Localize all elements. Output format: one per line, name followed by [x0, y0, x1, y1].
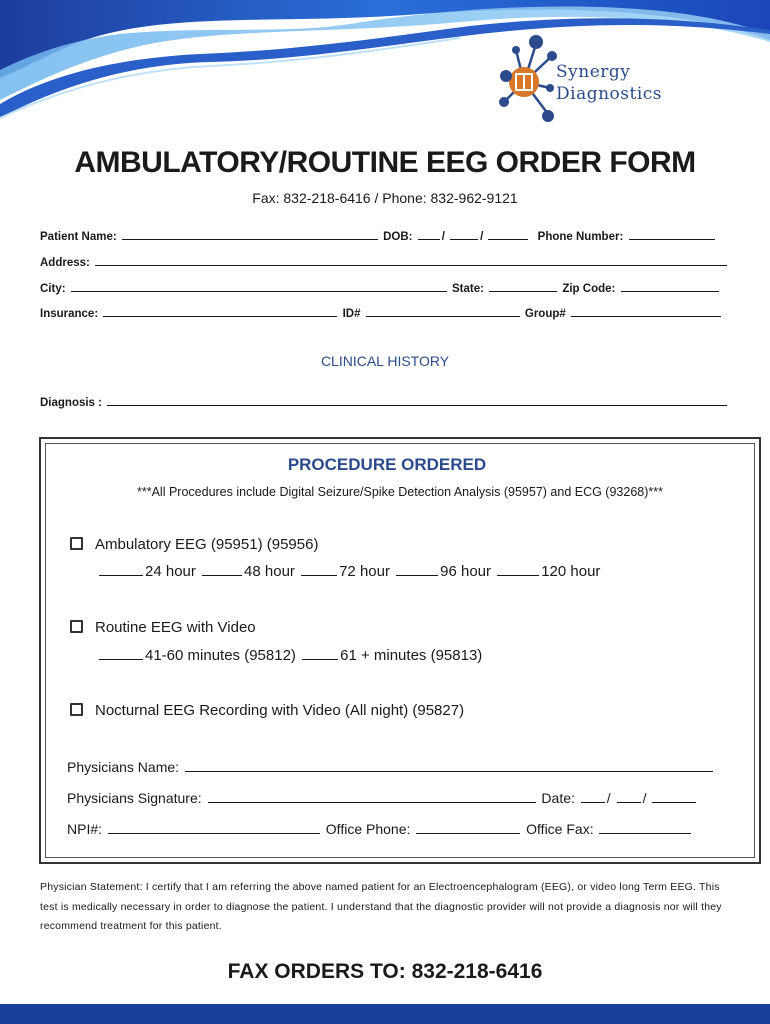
date-label: Date: — [541, 790, 575, 806]
physician-name-row — [67, 759, 715, 775]
state-field[interactable] — [489, 281, 557, 292]
duration-61-plus-label: 61 + minutes (95813) — [340, 647, 483, 664]
zip-code-label: Zip Code: — [562, 283, 616, 295]
insurance-label: Insurance: — [40, 308, 99, 320]
procedure-heading: PROCEDURE ORDERED — [287, 455, 487, 474]
office-phone-label: Office Phone: — [325, 821, 411, 837]
zip-code-field[interactable] — [621, 281, 719, 292]
office-fax-label: Office Fax: — [526, 821, 594, 837]
procedure-box — [39, 437, 761, 864]
duration-96-label: 96 hour — [440, 563, 492, 580]
group-field[interactable] — [571, 306, 721, 317]
dob-month-field[interactable] — [418, 229, 440, 240]
diagnosis-label: Diagnosis : — [40, 397, 102, 409]
patient-name-label: Patient Name: — [40, 231, 117, 243]
patient-line-3 — [40, 281, 730, 295]
date-month-field[interactable] — [581, 792, 605, 803]
duration-61-plus-blank[interactable] — [302, 649, 338, 660]
routine-eeg-option[interactable] — [70, 619, 256, 636]
ambulatory-duration-row — [97, 563, 600, 580]
duration-72-blank[interactable] — [301, 565, 337, 576]
phone-number-label: Phone Number: — [537, 231, 624, 243]
office-phone-field[interactable] — [416, 823, 520, 834]
diagnosis-line — [40, 395, 730, 409]
patient-line-4 — [40, 306, 730, 320]
patient-line-2 — [40, 255, 730, 269]
routine-eeg-label: Routine EEG with Video — [95, 619, 256, 636]
city-label: City: — [40, 283, 66, 295]
npi-row — [67, 821, 693, 837]
duration-41-60-blank[interactable] — [99, 649, 143, 660]
physician-signature-field[interactable] — [208, 792, 536, 803]
dob-year-field[interactable] — [488, 229, 528, 240]
office-fax-field[interactable] — [599, 823, 691, 834]
diagnosis-field[interactable] — [107, 395, 727, 406]
npi-field[interactable] — [108, 823, 320, 834]
address-field[interactable] — [95, 255, 727, 266]
procedure-note: ***All Procedures include Digital Seizure/Spike Detection Analysis (95957) and ECG (93268)*** — [137, 485, 663, 499]
duration-48-blank[interactable] — [202, 565, 242, 576]
duration-24-blank[interactable] — [99, 565, 143, 576]
logo-text-line1: Synergy — [556, 62, 631, 82]
state-label: State: — [451, 283, 484, 295]
duration-96-blank[interactable] — [396, 565, 438, 576]
nocturnal-eeg-option[interactable] — [70, 702, 464, 719]
group-label: Group# — [524, 308, 566, 320]
duration-72-label: 72 hour — [339, 563, 390, 580]
id-field[interactable] — [366, 306, 520, 317]
duration-120-blank[interactable] — [497, 565, 539, 576]
phone-number-field[interactable] — [629, 229, 715, 240]
ambulatory-eeg-option[interactable] — [70, 536, 318, 553]
id-label: ID# — [342, 308, 361, 320]
logo-text-line2: Diagnostics — [556, 84, 663, 104]
patient-name-field[interactable] — [122, 229, 378, 240]
duration-24-label: 24 hour — [145, 563, 196, 580]
dob-label: DOB: — [383, 231, 413, 243]
date-year-field[interactable] — [652, 792, 696, 803]
patient-line-1: Patient Name: DOB: / / Phone Number: — [40, 229, 730, 243]
physician-name-field[interactable] — [185, 761, 713, 772]
physician-signature-label: Physicians Signature: — [67, 790, 202, 806]
physician-name-label: Physicians Name: — [67, 759, 180, 775]
duration-48-label: 48 hour — [244, 563, 295, 580]
dob-day-field[interactable] — [450, 229, 478, 240]
routine-duration-row — [97, 647, 482, 664]
city-field[interactable] — [71, 281, 447, 292]
ambulatory-eeg-label: Ambulatory EEG (95951) (95956) — [95, 536, 319, 553]
npi-label: NPI#: — [67, 821, 103, 837]
page-title: AMBULATORY/ROUTINE EEG ORDER FORM — [74, 146, 696, 179]
fax-orders-footer: FAX ORDERS TO: 832-218-6416 — [227, 960, 543, 983]
physician-statement: Physician Statement: I certify that I am referring the above named patient for an Electroencephalogram (EEG), or video long Term EEG. This test is medically necessary in order to diagnose the patient. I understand that the diagnostic provider will not provide a diagnosis nor will they recommend treatment for this patient. — [40, 881, 722, 932]
duration-41-60-label: 41-60 minutes (95812) — [145, 647, 296, 664]
footer-bar — [0, 1004, 770, 1024]
physician-signature-row: Physicians Signature: Date: / / — [67, 790, 698, 806]
insurance-field[interactable] — [103, 306, 337, 317]
nocturnal-eeg-label: Nocturnal EEG Recording with Video (All night) (95827) — [95, 702, 465, 719]
routine-eeg-checkbox[interactable] — [70, 620, 83, 633]
address-label: Address: — [40, 257, 90, 269]
ambulatory-eeg-checkbox[interactable] — [70, 537, 83, 550]
contact-info: Fax: 832-218-6416 / Phone: 832-962-9121 — [252, 190, 518, 206]
nocturnal-eeg-checkbox[interactable] — [70, 703, 83, 716]
date-day-field[interactable] — [617, 792, 641, 803]
duration-120-label: 120 hour — [541, 563, 601, 580]
clinical-history-heading: CLINICAL HISTORY — [320, 353, 450, 369]
